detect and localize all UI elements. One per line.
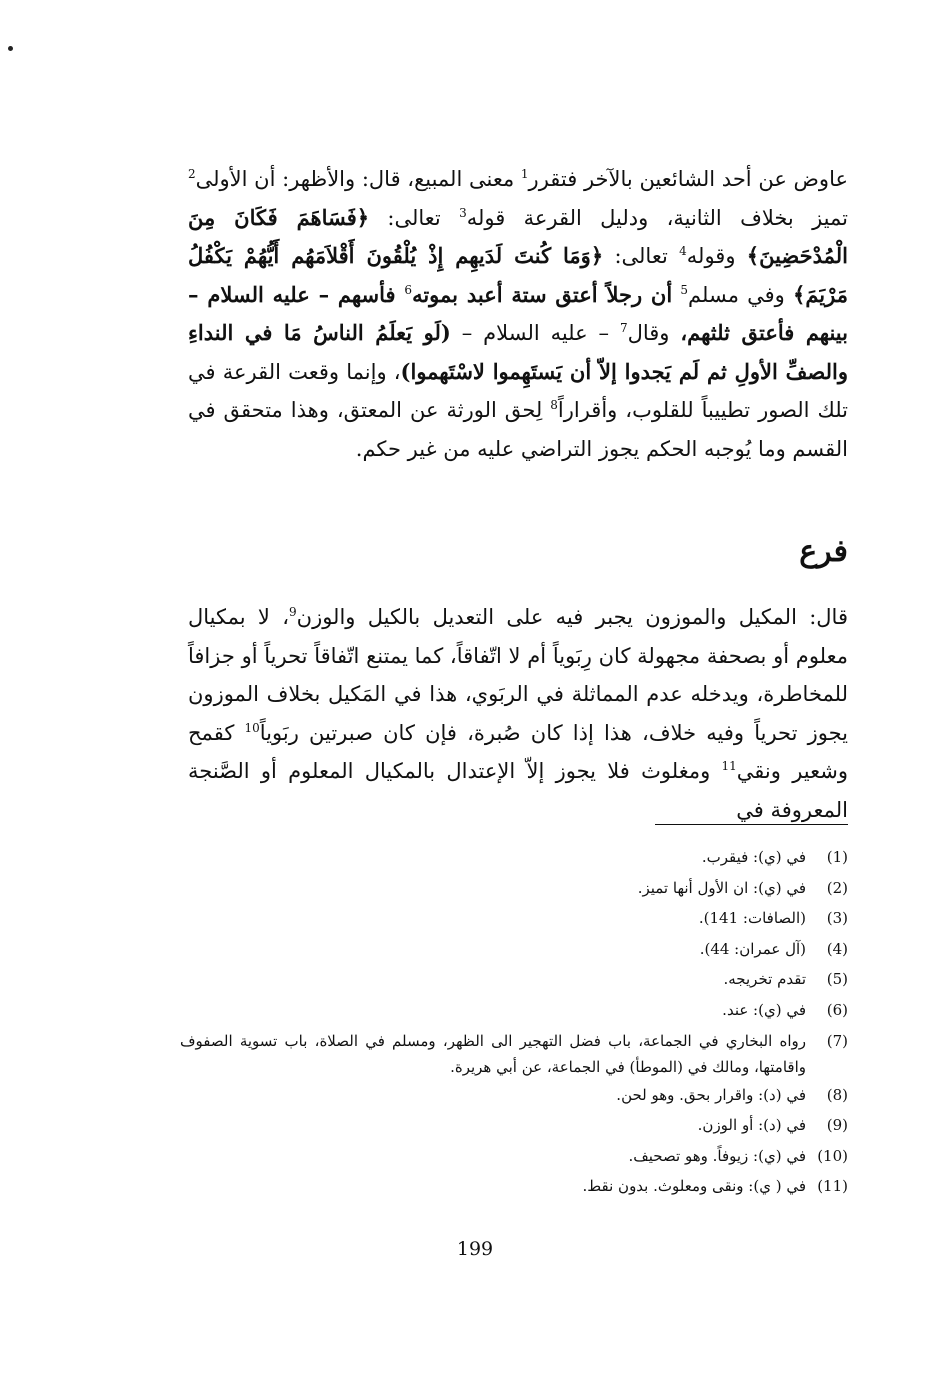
quran-quote: ﴿وَمَا كُنتَ لَدَيهِم إِذْ يُلْقُونَ أَقْلاَمَهُم أَيُّهُمْ يَكْفُلُ مَرْيَمَ﴾: [188, 243, 848, 307]
footnote: (1) في (ي): فيقرب.: [701, 848, 848, 866]
page-number: 199: [456, 1238, 494, 1260]
hadith-quote: فأسهم – عليه السلام – بينهم فأعتق ثلثهم،: [188, 281, 848, 345]
main-paragraph-1: عاوض عن أحد الشائعين بالآخر فتقرر$^1$ معنى المبيع، قال: والأظهر: أن الأولى$^2$ تميز بخلاف الثانية، ودليل القرعة قوله$^3$ تعالى: ﴿فَسَاهَمَ فَكَانَ مِنَ الْمُدْحَضِينَ﴾ وقوله$^4$ تعالى: ﴿وَمَا كُنتَ لَدَيهِم إِذْ يُلْقُونَ أَقْلاَمَهُم أَيُّهُمْ يَكْفُلُ مَرْيَمَ﴾ وفي مسلم$^5$ أن رجلاً أعتق ستة أعبد بموته$^6$ فأسهم – عليه السلام – بينهم فأعتق ثلثهم، وقال$^7$ – عليه السلام – (لَو يَعلَمُ الناسُ مَا في النداءِ والصفِّ الأولِ ثم لَم يَجدوا إلاّ أن يَستَهِموا لاسْتَهموا)، وإنما وقعت القرعة في تلك الصور تطييباً للقلوب، وأقراراً$^8$ لِحق الورثة عن المعتق، وهذا متحقق في القسم وما يُوجبه الحكم يجوز التراضي عليه من غير حكم.: [188, 167, 849, 461]
section-heading: فرع: [799, 534, 848, 569]
hadith-quote: أن رجلاً أعتق ستة أعبد بموته: [412, 281, 673, 307]
footnote: (6) في (ي): عند.: [722, 1000, 848, 1019]
main-paragraph-2: قال: المكيل والموزون يجبر فيه على التعديل بالكيل والوزن$^9$، لا بمكيال معلوم أو بصحفة مجهولة كان رِبَوياً أم لا اتّفاقاً، كما يمتنع اتّفاقاً تحرياً أو جزافاً للمخاطرة، ويدخله عدم المماثلة في الربَوي، هذا في المَكيل بخلاف الموزون يجوز تحرياً وفيه خلاف، هذا إذا كان صُبرة، فإن كان صبرتين ربَوياً$^{10}$ كقمح وشعير ونقي$^{11}$ ومغلوث فلا يجوز إلاّ الإعتدال بالمكيال المعلوم أو الصَّنجة المعروفة في: [188, 605, 848, 822]
footnote-separator: [655, 824, 848, 825]
footnotes-list: [180, 842, 848, 1202]
footnote: (11) في ( ي): ونقى ومعلوث. بدون نقط.: [582, 1177, 848, 1196]
footnote: (9) في (د): أو الوزن.: [697, 1116, 848, 1135]
margin-dot: [8, 46, 13, 51]
footnote: (4) (آل عمران: 44).: [699, 939, 848, 958]
footnote: (7) رواه البخاري في الجماعة، باب فضل التهجير الى الظهر، ومسلم في الصلاة، باب تسوية الصفوف واقامتها، ومالك في (الموطأ) في الجماعة، عن أبي هريرة.: [180, 1031, 848, 1076]
footnote: (8) في (د): واقرار بحق. وهو لحن.: [616, 1085, 848, 1104]
hadith-quote: (لَو يَعلَمُ الناسُ مَا في النداءِ والصفِّ الأولِ ثم لَم يَجدوا إلاّ أن يَستَهِموا لاسْتَهموا): [188, 320, 848, 384]
quran-quote: ﴿فَسَاهَمَ فَكَانَ مِنَ الْمُدْحَضِينَ﴾: [188, 204, 849, 268]
footnote: (2) في (ي): ان الأول أنها تميز.: [637, 878, 848, 897]
footnote: (10) في (ي): زيوفاً. وهو تصحيف.: [628, 1146, 848, 1165]
footnote: (5) تقدم تخريجه.: [723, 970, 848, 989]
footnote: (3) (الصافات: 141).: [698, 909, 848, 928]
